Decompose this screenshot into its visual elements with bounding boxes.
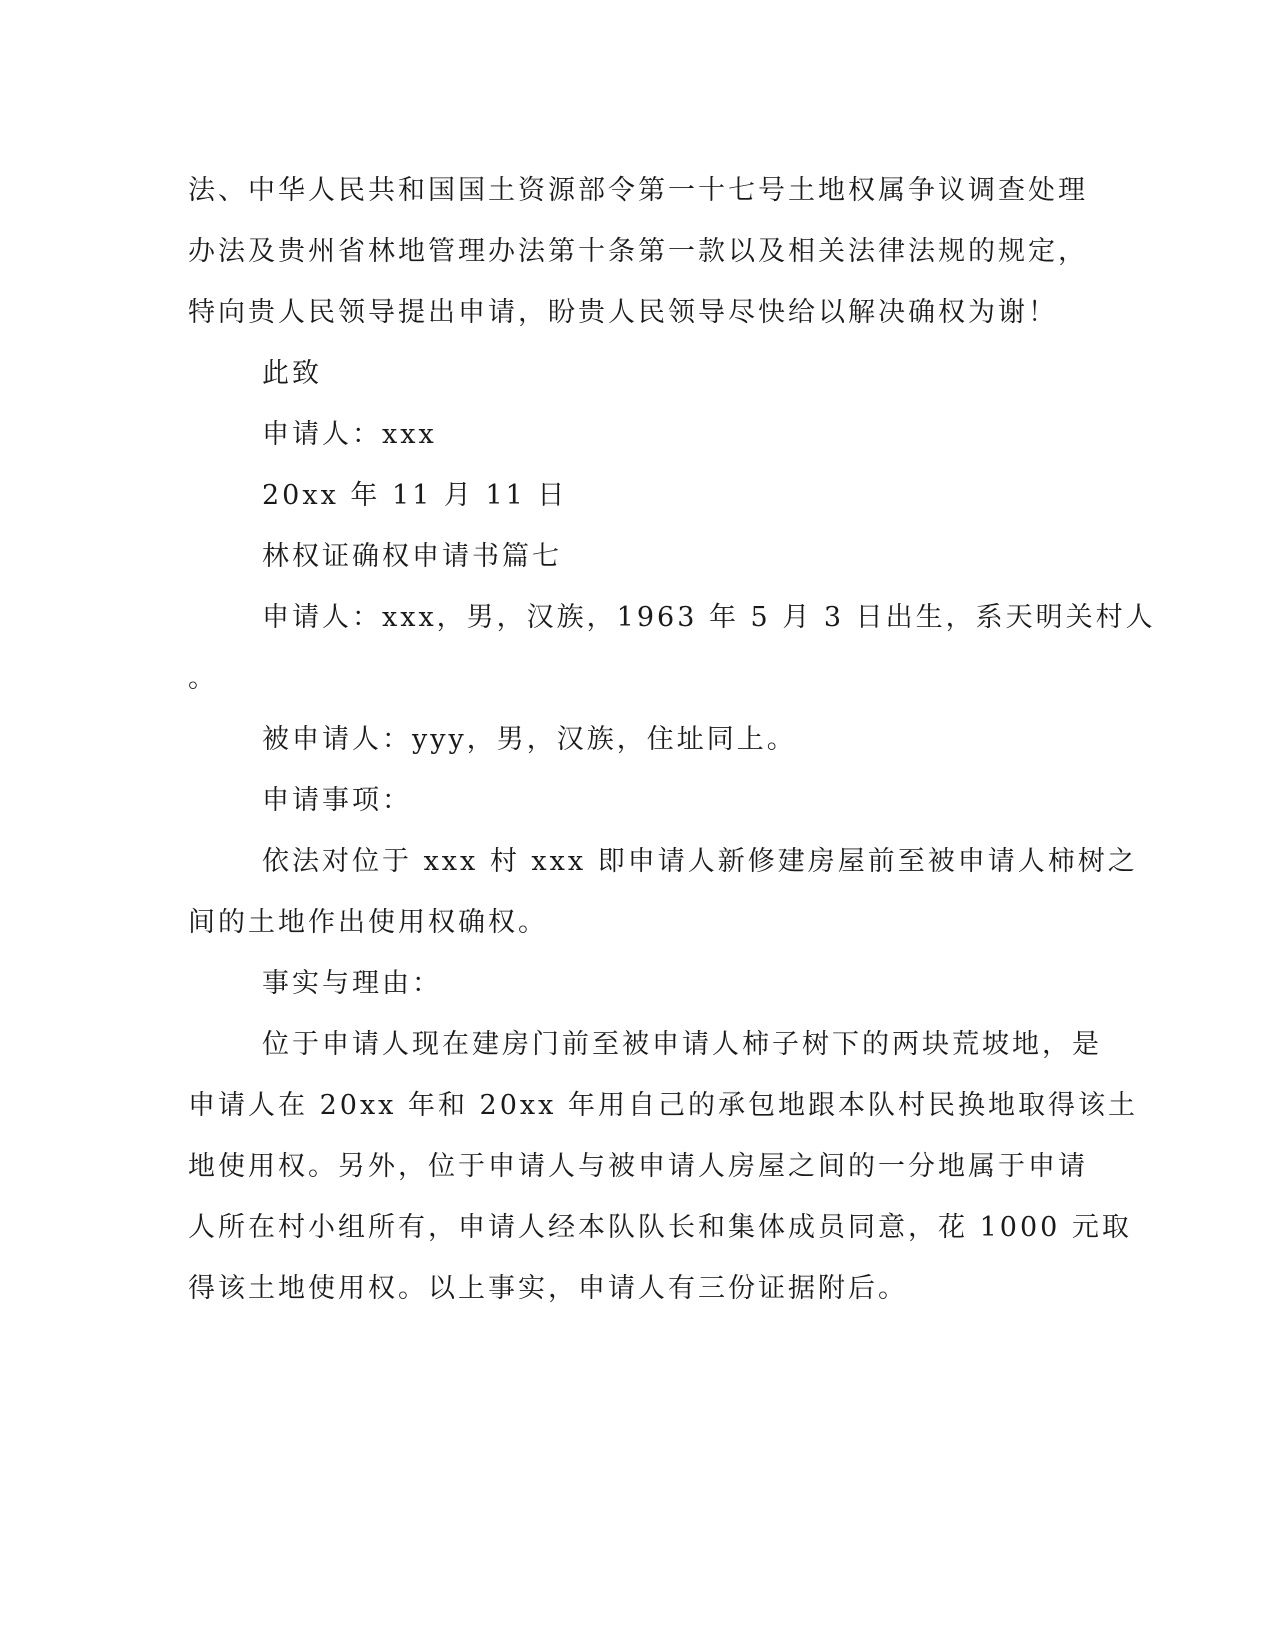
text-line: 。 — [188, 663, 218, 694]
signature-date: 20xx 年 11 月 11 日 — [262, 480, 568, 511]
text-line: 依法对位于 xxx 村 xxx 即申请人新修建房屋前至被申请人柿树之 — [262, 846, 1138, 877]
text-line: 得该土地使用权。以上事实，申请人有三份证据附后。 — [188, 1273, 908, 1304]
facts-heading: 事实与理由： — [262, 968, 442, 999]
document-body — [188, 160, 1156, 1319]
respondent-info: 被申请人：yyy，男，汉族，住址同上。 — [262, 724, 797, 755]
text-line: 位于申请人现在建房门前至被申请人柿子树下的两块荒坡地，是 — [262, 1029, 1102, 1060]
section-title: 林权证确权申请书篇七 — [262, 541, 562, 572]
text-line: 特向贵人民领导提出申请，盼贵人民领导尽快给以解决确权为谢！ — [188, 297, 1058, 328]
text-line: 法、中华人民共和国国土资源部令第一十七号土地权属争议调查处理 — [188, 175, 1088, 206]
salutation: 此致 — [262, 358, 322, 389]
request-heading: 申请事项： — [262, 785, 412, 816]
text-line: 人所在村小组所有，申请人经本队队长和集体成员同意，花 1000 元取 — [188, 1212, 1132, 1243]
applicant-signature: 申请人：xxx — [262, 419, 437, 450]
text-line: 地使用权。另外，位于申请人与被申请人房屋之间的一分地属于申请 — [188, 1151, 1088, 1182]
text-line: 申请人在 20xx 年和 20xx 年用自己的承包地跟本队村民换地取得该土 — [188, 1090, 1138, 1121]
applicant-info: 申请人：xxx，男，汉族，1963 年 5 月 3 日出生，系天明关村人 — [262, 602, 1156, 633]
text-line: 办法及贵州省林地管理办法第十条第一款以及相关法律法规的规定， — [188, 236, 1088, 267]
text-line: 间的土地作出使用权确权。 — [188, 907, 548, 938]
